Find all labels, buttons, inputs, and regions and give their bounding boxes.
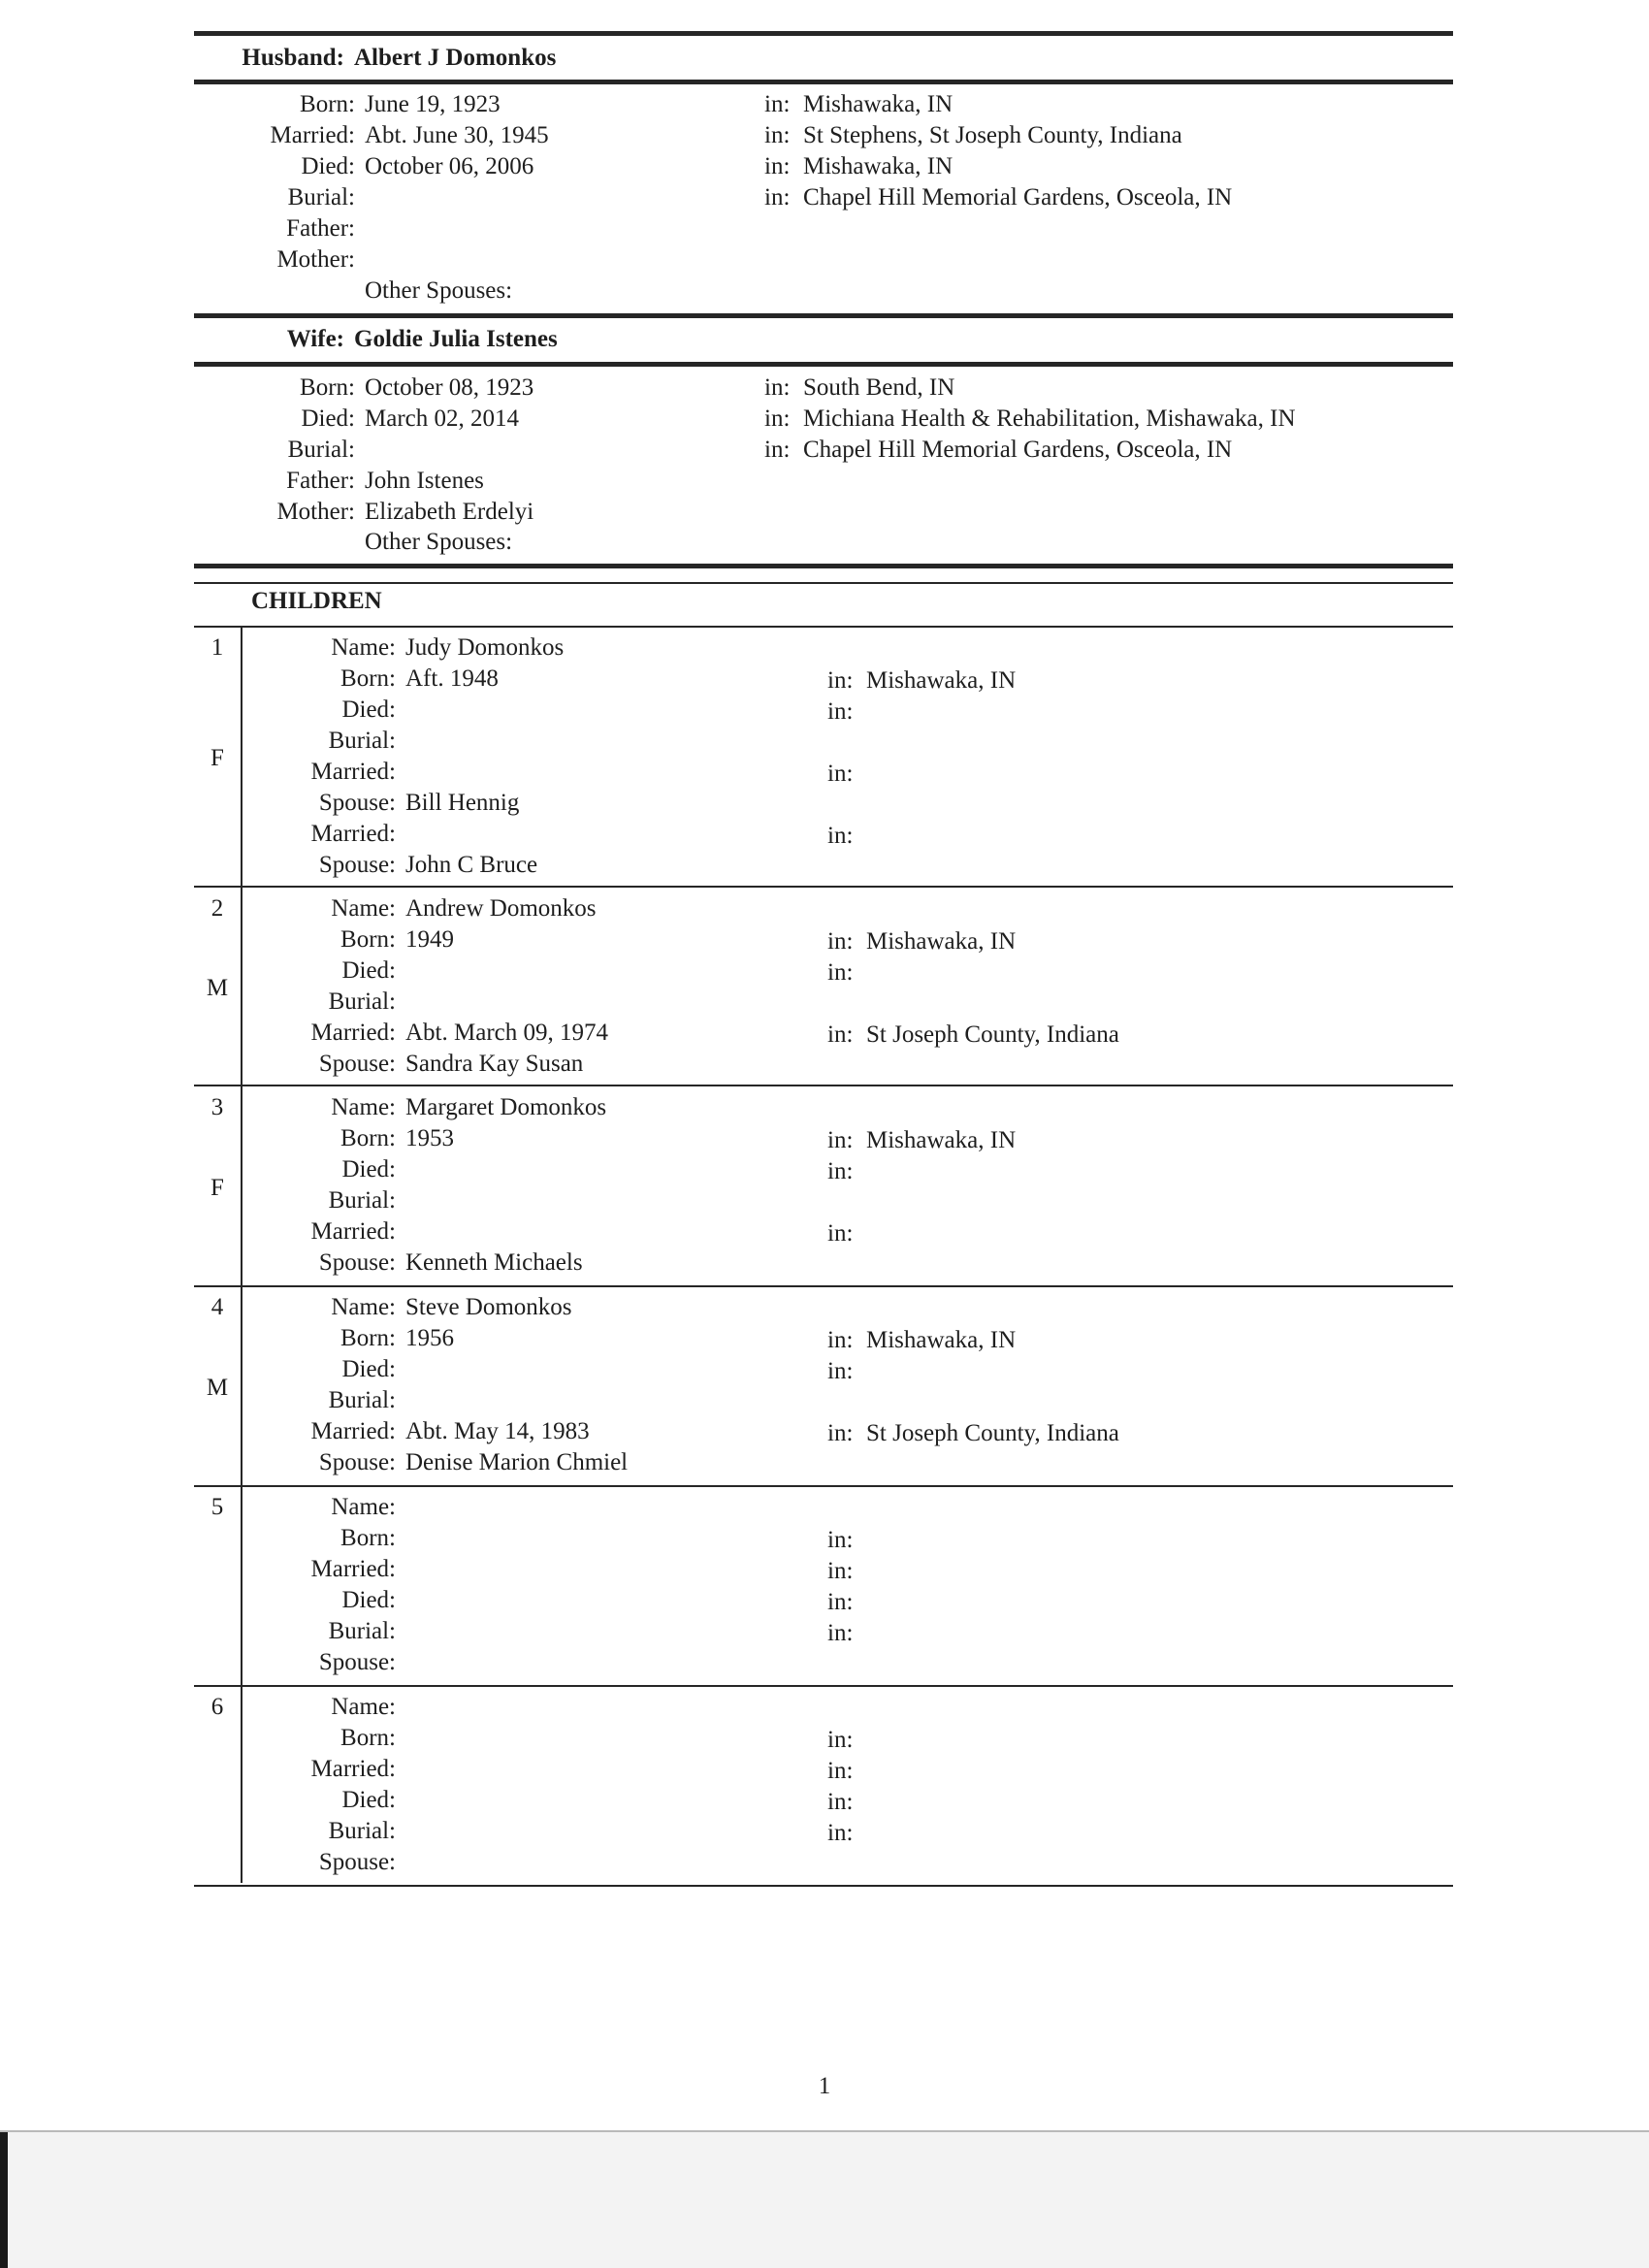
child-place-label: in: [827, 1820, 854, 1846]
wife-born-label: Born: [300, 374, 355, 401]
child-field-label: Burial: [328, 1187, 396, 1214]
child-field-value: Abt. March 09, 1974 [405, 1020, 608, 1046]
husband-married-in-label: in: [764, 122, 791, 148]
child-place-label: in: [827, 1021, 854, 1048]
child-field-value: Judy Domonkos [405, 634, 565, 661]
child-field-value: John C Bruce [405, 852, 538, 878]
wife-father-label: Father: [286, 468, 355, 494]
wife-mother-value: Elizabeth Erdelyi [365, 499, 534, 525]
child-field-label: Spouse: [318, 1849, 396, 1875]
wife-died-label: Died: [301, 405, 355, 432]
child-field-label: Spouse: [318, 852, 396, 878]
child-place-value: Mishawaka, IN [866, 667, 1017, 694]
child-place-value: Mishawaka, IN [866, 928, 1017, 955]
child-field-label: Spouse: [318, 1249, 396, 1276]
child-field-label: Born: [340, 665, 396, 692]
husband-born-value: June 19, 1923 [365, 91, 501, 117]
child-field-value: Sandra Kay Susan [405, 1051, 584, 1077]
husband-died-in-label: in: [764, 153, 791, 179]
wife-burial-label: Burial: [287, 437, 355, 463]
scan-margin [0, 2132, 1649, 2268]
child-place-label: in: [827, 1727, 854, 1753]
wife-other-spouses-label: Other Spouses: [365, 529, 513, 555]
child-gender: F [210, 745, 224, 771]
wife-rule [194, 362, 1453, 367]
child-number: 2 [210, 895, 224, 922]
child-field-label: Spouse: [318, 1449, 396, 1475]
child-field-label: Born: [340, 926, 396, 953]
child-place-label: in: [827, 761, 854, 787]
child-field-label: Born: [340, 1525, 396, 1551]
child-field-label: Name: [331, 895, 396, 922]
child-field-label: Burial: [328, 1818, 396, 1844]
husband-heading-label: Husband: [242, 45, 344, 71]
children-top-rule [194, 564, 1453, 568]
child-place-label: in: [827, 823, 854, 849]
child-number: 3 [210, 1094, 224, 1120]
child-separator-rule [194, 1085, 1453, 1086]
wife-heading [194, 324, 1453, 355]
husband-died-place: Mishawaka, IN [803, 153, 954, 179]
child-field-label: Died: [341, 1587, 396, 1613]
children-title: CHILDREN [251, 588, 382, 614]
child-field-label: Burial: [328, 1387, 396, 1413]
husband-mother-label: Mother: [276, 246, 355, 273]
husband-married-label: Married: [270, 122, 355, 148]
wife-heading-label: Wife: [286, 326, 344, 352]
child-field-value: Bill Hennig [405, 790, 520, 816]
child-field-label: Born: [340, 1325, 396, 1351]
child-separator-rule [194, 1685, 1453, 1687]
child-field-label: Died: [341, 1356, 396, 1382]
child-place-value: St Joseph County, Indiana [866, 1420, 1119, 1446]
wife-top-rule [194, 313, 1453, 318]
child-place-label: in: [827, 1127, 854, 1153]
husband-born-label: Born: [300, 91, 355, 117]
child-separator-rule [194, 1485, 1453, 1487]
wife-born-value: October 08, 1923 [365, 374, 534, 401]
child-field-label: Married: [310, 1218, 396, 1245]
child-field-label: Burial: [328, 728, 396, 754]
wife-born-place: South Bend, IN [803, 374, 955, 401]
child-field-label: Died: [341, 697, 396, 723]
child-field-label: Married: [310, 759, 396, 785]
child-field-label: Name: [331, 634, 396, 661]
children-header-rule [194, 626, 1453, 628]
child-field-value: Abt. May 14, 1983 [405, 1418, 590, 1444]
husband-rule [194, 80, 1453, 84]
child-place-label: in: [827, 928, 854, 955]
child-place-label: in: [827, 1620, 854, 1646]
wife-died-place: Michiana Health & Rehabilitation, Mishawaka, IN [803, 405, 1296, 432]
child-place-value: St Joseph County, Indiana [866, 1021, 1119, 1048]
child-field-label: Spouse: [318, 1051, 396, 1077]
husband-father-label: Father: [286, 215, 355, 242]
child-field-label: Born: [340, 1725, 396, 1751]
child-separator-rule [194, 886, 1453, 888]
husband-burial-label: Burial: [287, 184, 355, 211]
child-field-label: Name: [331, 1494, 396, 1520]
child-field-value: 1949 [405, 926, 454, 953]
wife-burial-place: Chapel Hill Memorial Gardens, Osceola, IN [803, 437, 1233, 463]
child-field-value: 1953 [405, 1125, 454, 1151]
child-field-value: 1956 [405, 1325, 454, 1351]
husband-died-label: Died: [301, 153, 355, 179]
child-place-label: in: [827, 1758, 854, 1784]
child-field-label: Burial: [328, 1618, 396, 1644]
husband-married-place: St Stephens, St Joseph County, Indiana [803, 122, 1182, 148]
child-gender: F [210, 1175, 224, 1201]
child-place-label: in: [827, 1327, 854, 1353]
child-place-label: in: [827, 1358, 854, 1384]
child-field-value: Aft. 1948 [405, 665, 499, 692]
child-place-label: in: [827, 959, 854, 986]
husband-married-value: Abt. June 30, 1945 [365, 122, 549, 148]
child-field-label: Spouse: [318, 1649, 396, 1675]
child-field-value: Denise Marion Chmiel [405, 1449, 629, 1475]
child-place-value: Mishawaka, IN [866, 1127, 1017, 1153]
wife-born-in-label: in: [764, 374, 791, 401]
child-place-label: in: [827, 1589, 854, 1615]
husband-name: Albert J Domonkos [354, 45, 557, 71]
husband-born-in-label: in: [764, 91, 791, 117]
child-field-label: Married: [310, 821, 396, 847]
child-place-label: in: [827, 698, 854, 725]
husband-born-place: Mishawaka, IN [803, 91, 954, 117]
child-field-label: Born: [340, 1125, 396, 1151]
child-separator-rule [194, 1285, 1453, 1287]
child-field-value: Andrew Domonkos [405, 895, 597, 922]
wife-died-value: March 02, 2014 [365, 405, 519, 432]
child-separator-rule [194, 1885, 1453, 1887]
child-place-label: in: [827, 667, 854, 694]
husband-burial-in-label: in: [764, 184, 791, 211]
child-place-label: in: [827, 1789, 854, 1815]
wife-name: Goldie Julia Istenes [354, 326, 558, 352]
child-field-value: Margaret Domonkos [405, 1094, 607, 1120]
child-field-label: Died: [341, 1156, 396, 1183]
child-number: 5 [210, 1494, 224, 1520]
wife-died-in-label: in: [764, 405, 791, 432]
child-gender: M [206, 1375, 229, 1401]
child-field-label: Married: [310, 1020, 396, 1046]
page-number: 1 [818, 2073, 831, 2099]
child-field-label: Married: [310, 1418, 396, 1444]
child-gender: M [206, 975, 229, 1001]
child-place-label: in: [827, 1158, 854, 1184]
child-field-label: Died: [341, 1787, 396, 1813]
child-place-label: in: [827, 1527, 854, 1553]
child-place-label: in: [827, 1420, 854, 1446]
child-number: 1 [210, 634, 224, 661]
scan-edge-shadow [0, 2132, 8, 2268]
child-place-label: in: [827, 1220, 854, 1247]
child-field-label: Married: [310, 1756, 396, 1782]
child-field-label: Name: [331, 1294, 396, 1320]
husband-died-value: October 06, 2006 [365, 153, 534, 179]
child-field-label: Married: [310, 1556, 396, 1582]
child-number: 4 [210, 1294, 224, 1320]
husband-heading [194, 43, 1453, 74]
husband-other-spouses-label: Other Spouses: [365, 277, 513, 304]
wife-burial-in-label: in: [764, 437, 791, 463]
wife-father-value: John Istenes [365, 468, 484, 494]
husband-burial-place: Chapel Hill Memorial Gardens, Osceola, IN [803, 184, 1233, 211]
child-field-value: Kenneth Michaels [405, 1249, 583, 1276]
child-field-label: Died: [341, 957, 396, 984]
child-field-label: Burial: [328, 988, 396, 1015]
child-field-label: Spouse: [318, 790, 396, 816]
child-field-value: Steve Domonkos [405, 1294, 572, 1320]
child-place-value: Mishawaka, IN [866, 1327, 1017, 1353]
child-field-label: Name: [331, 1094, 396, 1120]
child-place-label: in: [827, 1558, 854, 1584]
child-number: 6 [210, 1694, 224, 1720]
top-rule [194, 31, 1453, 36]
child-field-label: Name: [331, 1694, 396, 1720]
children-divider-rule [194, 582, 1453, 584]
wife-mother-label: Mother: [276, 499, 355, 525]
